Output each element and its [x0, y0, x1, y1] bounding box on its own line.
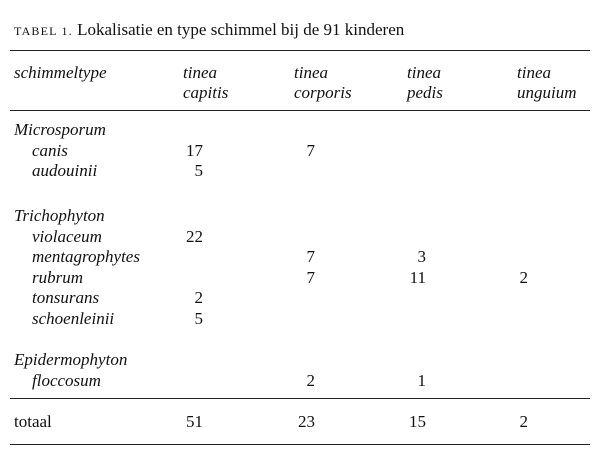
header-corporis-line1: tinea	[294, 63, 328, 82]
species-name: violaceum	[32, 226, 102, 246]
total-rule	[10, 398, 590, 399]
count-pedis: 11	[409, 267, 426, 287]
genus-label: Epidermophyton	[14, 350, 128, 369]
header-capitis-line1: tinea	[183, 63, 217, 82]
count-corporis: 7	[306, 140, 315, 160]
species-name: schoenleinii	[32, 308, 115, 328]
header-pedis-line2: pedis	[407, 83, 443, 102]
genus-label: Trichophyton	[14, 206, 105, 225]
count-capitis: 2	[194, 288, 203, 307]
header-pedis-line1: tinea	[407, 63, 441, 82]
header-capitis-line2: capitis	[183, 83, 229, 102]
species-name: mentagrophytes	[32, 247, 140, 266]
count-corporis: 7	[306, 247, 315, 266]
total-unguium: 2	[519, 412, 528, 431]
header-unguium-line2: unguium	[517, 83, 577, 102]
count-pedis: 3	[417, 247, 426, 266]
caption-text: Lokalisatie en type schimmel bij de 91 kinderen	[77, 20, 405, 39]
species-name: rubrum	[32, 267, 84, 287]
total-pedis: 15	[409, 412, 426, 431]
bottom-rule	[10, 444, 590, 445]
species-name: floccosum	[32, 370, 101, 390]
header-unguium-line1: tinea	[517, 63, 551, 82]
total-label: totaal	[14, 412, 52, 431]
total-corporis: 23	[298, 412, 315, 431]
count-capitis: 17	[186, 140, 203, 160]
count-corporis: 2	[306, 370, 315, 390]
count-capitis: 22	[186, 226, 203, 246]
species-name: tonsurans	[32, 288, 100, 307]
species-name: canis	[32, 140, 68, 160]
header-schimmeltype: schimmeltype	[14, 63, 107, 82]
count-corporis: 7	[306, 267, 315, 287]
table-caption	[14, 20, 404, 40]
caption-label: TABEL 1.	[14, 24, 73, 38]
count-capitis: 5	[194, 308, 203, 328]
header-rule	[10, 110, 590, 111]
count-unguium: 2	[519, 267, 528, 287]
count-capitis: 5	[194, 161, 203, 180]
genus-label: Microsporum	[14, 120, 106, 139]
total-capitis: 51	[186, 412, 203, 431]
header-corporis-line2: corporis	[294, 83, 352, 102]
count-pedis: 1	[417, 370, 426, 390]
top-rule	[10, 50, 590, 51]
species-name: audouinii	[32, 161, 98, 180]
